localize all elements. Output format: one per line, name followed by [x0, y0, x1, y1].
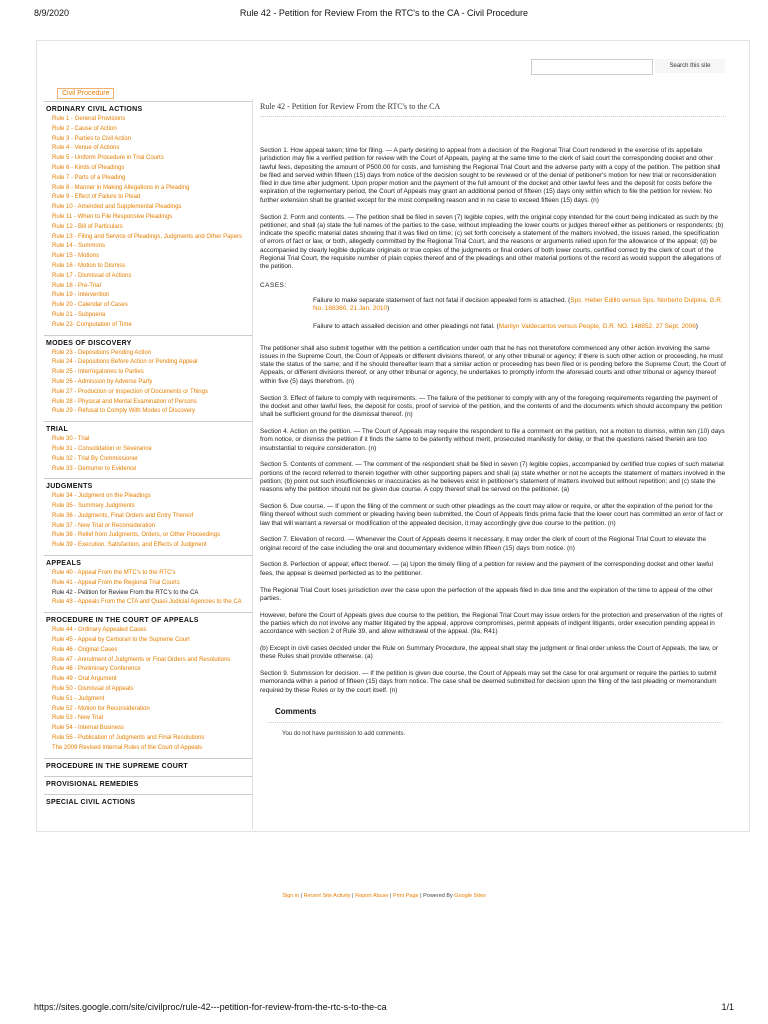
comments-permission-message: You do not have permission to add comments. — [282, 731, 406, 738]
sidebar-item[interactable]: Rule 20 - Calendar of Cases — [52, 302, 128, 309]
comments-divider — [267, 722, 722, 723]
case-citation-link[interactable]: Sps. Heber Edillo versus Sps. Norberto Dulpina, G.R. No. 188360, 21 Jan. 2010 — [313, 296, 723, 312]
sidebar-list — [46, 569, 250, 608]
sidebar-item[interactable]: The 2009 Revised Internal Rules of the Court of Appeals — [52, 744, 203, 751]
section-7: Section 7. Elevation of record. — Whenever the Court of Appeals deems it necessary, it may order the clerk of court of the Regional Trial Court to elevate the original record of the case including the oral and documentary evidence within fifteen (15) days from notice. (n) — [260, 536, 707, 552]
sidebar-item[interactable]: Rule 27 - Production or Inspection of Documents or Things — [52, 388, 208, 395]
sidebar-list — [46, 349, 250, 418]
sidebar-item[interactable]: Rule 38 - Relief from Judgments, Orders, or Other Proceedings — [52, 532, 221, 539]
sidebar-list — [46, 435, 250, 474]
section-6: Section 6. Due course. — If upon the filing of the comment or such other pleadings as the court may allow or require, or after the expiration of the period for the filing thereof without such comment or pleading having been submitted, the Court of Appeals finds prima facie that the lower court has committed an error of fact or law that will warrant a reversal or modification of the appealed decision, it may accordingly give due course to the petition. (n) — [260, 503, 724, 527]
sidebar-item[interactable]: Rule 16 - Motion to Dismiss — [52, 262, 126, 269]
search-button[interactable]: Search this site — [655, 59, 725, 73]
sidebar-item[interactable]: Rule 23 - Depositions Pending Action — [52, 349, 152, 356]
case-text: Failure to make separate statement of fact not fatal if decision appealed form is attached. — [313, 296, 567, 304]
sidebar-section-heading[interactable]: ORDINARY CIVIL ACTIONS — [46, 106, 143, 113]
google-sites-link[interactable]: Google Sites — [454, 893, 486, 899]
sidebar-nav — [44, 101, 252, 812]
report-abuse-link[interactable]: Report Abuse — [355, 893, 389, 899]
sidebar-list — [46, 115, 250, 331]
sidebar-item[interactable]: Rule 33 - Demurrer to Evidence — [52, 465, 137, 472]
footer-separator: | — [300, 893, 302, 899]
sidebar-section-heading[interactable]: PROVISIONAL REMEDIES — [46, 780, 139, 788]
search-input[interactable] — [531, 59, 653, 75]
sidebar-item[interactable]: Rule 13 - Filing and Service of Pleadings, Judgments and Other Papers — [52, 233, 243, 240]
sidebar-section-heading[interactable]: PROCEDURE IN THE SUPREME COURT — [46, 762, 189, 770]
sidebar-item[interactable]: Rule 7 - Parts of a Pleading — [52, 174, 126, 181]
cases-label: CASES: — [260, 281, 287, 289]
sidebar-item[interactable]: Rule 52 - Motion for Reconsideration — [52, 705, 150, 712]
sidebar-item[interactable]: Rule 54 - Internal Business — [52, 725, 125, 732]
page-title: Rule 42 - Petition for Review From the RTC's to the CA — [260, 102, 441, 111]
sidebar-item[interactable]: Rule 48 - Preliminary Conference — [52, 666, 141, 673]
case-item: Failure to attach assailed decision and other pleadings not fatal. (Marilyn Valdecantos versus People, G.R. NO. 148852, 27 Sept. 2006) — [313, 323, 698, 331]
sidebar-item[interactable]: Rule 11 - When to File Responsive Pleadings — [52, 213, 173, 220]
sidebar-item[interactable]: Rule 9 - Effect of Failure to Plead — [52, 194, 141, 201]
sidebar-item[interactable]: Rule 18 - Pre-Trial — [52, 282, 101, 289]
sidebar-section — [44, 794, 252, 812]
sidebar-item[interactable]: Rule 12 - Bill of Particulars — [52, 223, 123, 230]
sidebar-item[interactable]: Rule 50 - Dismissal of Appeals — [52, 686, 134, 693]
sidebar-item[interactable]: Rule 24 - Depositions Before Action or Pending Appeal — [52, 359, 198, 366]
sidebar-list — [46, 492, 250, 551]
case-text: Failure to attach assailed decision and other pleadings not fatal. — [313, 323, 495, 331]
sidebar-item[interactable]: Rule 25 - Interrogatories to Parties — [52, 369, 144, 376]
section-4: Section 4. Action on the petition. — The Court of Appeals may require the respondent to file a comment on the petition, not a motion to dismiss, within ten (10) days from notice, or dismiss the petition if it finds the same to be patently without merit, prosecuted manifestly for delay, or that the questions raised therein are too insubstantial to require consideration. (n) — [260, 427, 725, 452]
article-body — [260, 147, 726, 695]
print-page-link[interactable]: Print Page — [392, 893, 419, 899]
site-footer — [0, 893, 768, 899]
sidebar-section — [44, 758, 252, 776]
sidebar-item-current[interactable]: Rule 42 - Petition for Review From the RTC's to the CA — [52, 589, 199, 596]
sidebar-section-heading[interactable]: JUDGMENTS — [46, 483, 93, 491]
section-2: Section 2. Form and contents. — The petition shall be filed in seven (7) legible copies, with the original copy intended for the court being indicated as such by the petitioner, and shall (a) state the full names of the parties to the case, without impleading the lower courts or judges thereof either as petitioners or respondents; (b) indicate the specific material dates showing that it was filed on time; (c) set forth concisely a statement of the matters involved, the issues raised, the specification of errors of fact or law, or both, allegedly committed by the Regional Trial Court, and the reasons or arguments relied upon for the allowance of the appeal; (d) be accompanied by clearly legible duplicate originals or true copies of the judgments or final orders of both lower courts, certified correct by the clerk of court of the Regional Trial Court, the requisite number of plain copies thereof and of the pleadings and other material portions of the record as would support the allegations of the petition. — [260, 213, 724, 271]
sidebar-item[interactable]: Rule 3 - Parties to Civil Action — [52, 135, 132, 142]
sidebar-item[interactable]: Rule 45 - Appeal by Certiorari to the Supreme Court — [52, 637, 190, 644]
sidebar-section — [44, 335, 252, 422]
sidebar-item[interactable]: Rule 46 - Original Cases — [52, 646, 118, 653]
sidebar-item[interactable]: Rule 8 - Manner in Making Allegations in a Pleading — [52, 184, 190, 191]
sidebar-item[interactable]: Rule 15 - Motions — [52, 253, 100, 260]
sidebar-section — [44, 555, 252, 612]
sidebar-section — [44, 776, 252, 794]
sidebar-item[interactable]: Rule 32 - Trial By Commissioner — [52, 455, 139, 462]
sidebar-item[interactable]: Rule 41 - Appeal From the Regional Trial Courts — [52, 579, 180, 586]
sidebar-item[interactable]: Rule 53 - New Trial — [52, 715, 104, 722]
sidebar-section-heading[interactable]: TRIAL — [46, 426, 69, 434]
sidebar-section — [44, 478, 252, 555]
powered-by-label: Powered By — [423, 893, 453, 899]
sidebar-item[interactable]: Rule 37 - New Trial or Reconsideration — [52, 522, 156, 529]
title-divider — [260, 116, 726, 117]
sidebar-item[interactable]: Rule 31 - Consolidation or Severance — [52, 445, 152, 452]
section-8: Section 8. Perfection of appeal; effect thereof. — (a) Upon the timely filing of a petition for review and the payment of the corresponding docket and other lawful fees, the appeal is deemed perfected as to the petitioner. — [260, 561, 713, 577]
sidebar-item[interactable]: Rule 30 - Trial — [52, 436, 90, 443]
sidebar-item[interactable]: Rule 22- Computation of Time — [52, 321, 132, 328]
section-3: Section 3. Effect of failure to comply with requirements. — The failure of the petitioner to comply with any of the foregoing requirements regarding the payment of the docket and other lawful fees, the deposit for costs, proof of service of the petition, and the contents of and the documents which should accompany the petition shall be sufficient ground for the dismissal thereof. (n) — [260, 394, 722, 419]
sidebar-item[interactable]: Rule 1 - General Provisions — [52, 116, 126, 122]
sidebar-item[interactable]: Rule 2 - Cause of Action — [52, 125, 117, 132]
section-9: Section 9. Submission for decision. — If the petition is given due course, the Court of Appeals may set the case for oral argument or require the parties to submit memoranda within a period of fifteen (15) days from notice. The case shall be deemed submitted for decision upon the filing of the last pleading or memorandum required by these Rules or by the court itself. (n) — [260, 670, 717, 694]
sidebar-item[interactable]: Rule 36 - Judgments, Final Orders and Entry Thereof — [52, 512, 194, 519]
sidebar-item[interactable]: Rule 4 - Venue of Actions — [52, 145, 120, 152]
footer-separator: | — [389, 893, 392, 899]
sidebar-item[interactable]: Rule 21 - Subpoena — [52, 311, 106, 318]
sidebar-item[interactable]: Rule 55 - Publication of Judgments and Final Resolutions — [52, 735, 205, 742]
case-citation-link[interactable]: Marilyn Valdecantos versus People, G.R. NO. 148852, 27 Sept. 2006 — [498, 323, 696, 331]
section-1: Section 1. How appeal taken; time for filing. — A party desiring to appeal from a decision of the Regional Trial Court rendered in the exercise of its appellate jurisdiction may file a verified petition for review with the Court of Appeals, paying at the same time to the clerk of said court the corresponding docket and other lawful fees, depositing the amount of P500.00 for costs, and furnishing the Regional Trial Court and the adverse party with a copy of the petition. The petition shall be filed and served within fifteen (15) days from notice of the decision sought to be reviewed or of the denial of petitioner's motion for new trial or reconsideration filed in due time after judgment. Upon proper motion and the payment of the full amount of the docket and other lawful fees and the deposit for costs before the expiration of the reglementary period, the Court of Appeals may grant an additional period of fifteen (15) days only within which to file the petition for review. No further extension shall be granted except for the most compelling reason and in no case to exceed fifteen (15) days. (n) — [260, 147, 721, 204]
recent-activity-link[interactable]: Recent Site Activity — [303, 893, 351, 899]
section-8-paragraph: The Regional Trial Court loses jurisdiction over the case upon the perfection of the appeals filed in due time and the expiration of the time to appeal of the other parties. — [260, 586, 713, 602]
print-date: 8/9/2020 — [34, 8, 70, 18]
footer-separator: | — [420, 893, 422, 899]
sidebar-section — [44, 101, 252, 335]
section-8-paragraph: (b) Except in civil cases decided under the Rule on Summary Procedure, the appeal shall stay the judgment or final order unless the Court of Appeals, the law, or these Rules shall provide otherwise. (a) — [260, 645, 719, 661]
sidebar-section-heading[interactable]: APPEALS — [46, 560, 82, 568]
sidebar-item[interactable]: Rule 34 - Judgment on the Pleadings — [52, 493, 151, 500]
print-url: https://sites.google.com/site/civilproc/rule-42---petition-for-review-from-the-rtc-s-to-the-ca — [34, 1002, 387, 1012]
comments-heading: Comments — [275, 707, 317, 717]
main-content — [252, 99, 726, 829]
sidebar-item[interactable]: Rule 43 - Appeals From the CTA and Quasi-Judicial Agencies to the CA — [52, 599, 242, 606]
sidebar-section — [44, 612, 252, 757]
case-item: Failure to make separate statement of fact not fatal if decision appealed form is attached. (Sps. Heber Edillo versus Sps. Norberto Dulpina, G.R. No. 188360, 21 Jan. 2010) — [313, 296, 723, 312]
sidebar-section-heading[interactable]: SPECIAL CIVIL ACTIONS — [46, 798, 136, 806]
sidebar-item[interactable]: Rule 29 - Refusal to Comply With Modes of Discovery — [52, 408, 196, 415]
sidebar-item[interactable]: Rule 51 - Judgment — [52, 695, 105, 702]
sidebar-section-heading[interactable]: MODES OF DISCOVERY — [46, 339, 132, 347]
sidebar-item[interactable]: Rule 6 - Kinds of Pleadings — [52, 164, 125, 171]
site-tab-civil-procedure[interactable]: Civil Procedure — [57, 88, 114, 99]
sidebar-item[interactable]: Rule 39 - Execution, Satisfaction, and Effects of Judgment — [52, 542, 207, 549]
sidebar-section-heading[interactable]: PROCEDURE IN THE COURT OF APPEALS — [46, 617, 199, 625]
sidebar-item[interactable]: Rule 44 - Ordinary Appealed Cases — [52, 627, 147, 634]
sidebar-item[interactable]: Rule 14 - Summons — [52, 243, 106, 250]
sidebar-item[interactable]: Rule 40 - Appeal From the MTC's to the RTC's — [52, 570, 176, 577]
sidebar-item[interactable]: Rule 28 - Physical and Mental Examination of Persons — [52, 398, 197, 405]
sidebar-item[interactable]: Rule 47 - Annulment of Judgments or Final Orders and Resolutions — [52, 656, 231, 663]
sidebar-section — [44, 421, 252, 478]
sidebar-item[interactable]: Rule 26 - Admission by Adverse Party — [52, 378, 153, 385]
certification-paragraph: The petitioner shall also submit together with the petition a certification under oath that he has not theretofore commenced any other action involving the same issues in the Supreme Court, the Court of Appeals or different divisions thereof, or any other tribunal or agency; if there is such other action or proceeding, he must state the status of the same; and if he should thereafter learn that a similar action or proceeding has been filed or is pending before the Supreme Court, the Court of Appeals, or different divisions thereof, or any other tribunal or agency, he undertakes to promptly inform the aforesaid courts and other tribunal or agency thereof within five (5) days therefrom. (n) — [260, 344, 726, 385]
print-page-number: 1/1 — [721, 1002, 734, 1012]
sidebar-item[interactable]: Rule 10 - Amended and Supplemental Pleadings — [52, 204, 182, 211]
sidebar-list — [46, 626, 250, 753]
sign-in-link[interactable]: Sign in — [282, 893, 300, 899]
section-5: Section 5. Contents of comment. — The comment of the respondent shall be filed in seven (7) legible copies, accompanied by certified true copies of such material portions of the record referred to therein together with other supporting papers and shall (a) state whether or not he accepts the statement of matters involved in the petition; (b) point out such insufficiencies or inaccuracies as he believes exist in petitioner's statement of matters involved but without repetition; and (c) state the reasons why the petition should not be given due course. A copy thereof shall be served on the petitioner. (a) — [260, 461, 726, 494]
footer-separator: | — [352, 893, 354, 899]
print-title: Rule 42 - Petition for Review From the RTC's to the CA - Civil Procedure — [239, 8, 529, 18]
sidebar-item[interactable]: Rule 19 - Intervention — [52, 292, 110, 299]
sidebar-item[interactable]: Rule 35 - Summary Judgments — [52, 503, 135, 510]
section-8-paragraph: However, before the Court of Appeals gives due course to the petition, the Regional Trial Court may issue orders for the protection and preservation of the rights of the parties which do not involve any matter litigated by the appeal, approve compromises, permit appeals of indigent litigants, order execution pending appeal in accordance with section 2 of Rule 39, and allow withdrawal of the appeal. (9a, R41) — [260, 611, 723, 636]
page-frame — [36, 40, 750, 832]
sidebar-item[interactable]: Rule 49 - Oral Argument — [52, 676, 117, 683]
sidebar-item[interactable]: Rule 17 - Dismissal of Actions — [52, 272, 132, 279]
sidebar-item[interactable]: Rule 5 - Uniform Procedure in Trial Courts — [52, 155, 164, 162]
